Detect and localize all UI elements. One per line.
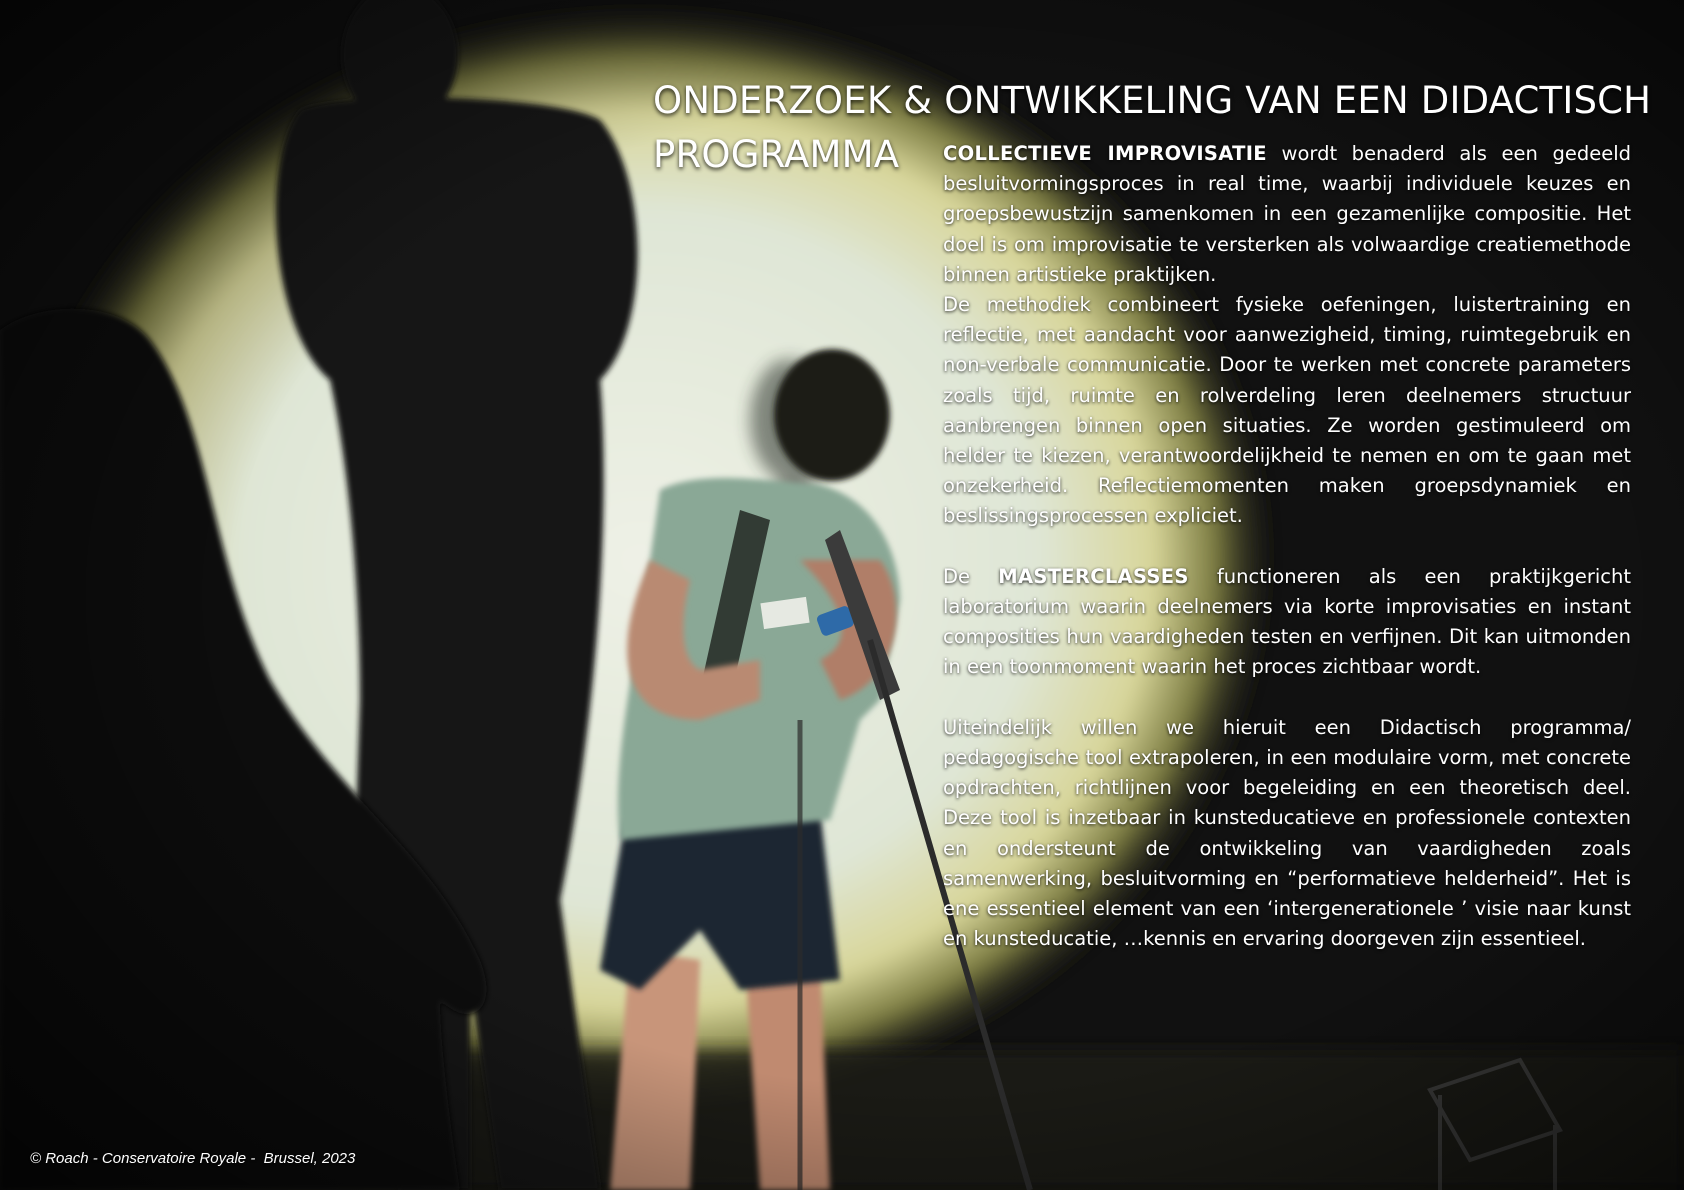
paragraph-1-text: wordt benaderd als een gedeeld besluitvormingsproces in real time, waarbij individuele keuzes en groepsbewustzijn samenkomen in een gezamenlijke compositie. Het doel is om improvisatie te versterken als volwaardige creatiemethode binnen artistieke praktijken. — [943, 142, 1632, 286]
keyword-masterclasses: MASTERCLASSES — [998, 564, 1189, 588]
paragraph-3-text: functioneren als een praktijkgericht laboratorium waarin deelnemers via korte improvisaties en instant composities hun vaardigheden testen en verfijnen. Dit kan uitmonden in een toonmoment waarin het proces zichtbaar wordt. — [943, 564, 1631, 679]
paragraph-3-pre: De — [943, 564, 999, 588]
paragraph-collectieve-improvisatie — [943, 139, 1631, 290]
paragraph-masterclasses — [943, 562, 1631, 683]
paragraph-didactisch-programma: Uiteindelijk willen we hieruit een Didactisch programma/ pedagogische tool extrapoleren, in een modulaire vorm, met concrete opdrachten, richtlijnen voor begeleiding en een theoretisch deel. Deze tool is inzetbaar in kunsteducatieve en professionele contexten en ondersteunt de ontwikkeling van vaardigheden zoals samenwerking, besluitvorming en “performatieve helderheid”. Het is ene essentieel element van een ‘intergenerationele ’ visie naar kunst en kunsteducatie, …kennis en ervaring doorgeven zijn essentieel. — [943, 715, 1631, 951]
title-line-2: PROGRAMMA — [653, 133, 900, 176]
body-text — [943, 139, 1631, 954]
keyword-collectieve-improvisatie: COLLECTIEVE IMPROVISATIE — [943, 142, 1267, 165]
title-line-1: ONDERZOEK & ONTWIKKELING VAN EEN DIDACTISCH — [653, 79, 1652, 122]
paragraph-methodiek: De methodiek combineert fysieke oefeningen, luistertraining en reflectie, met aandacht voor aanwezigheid, timing, ruimtegebruik en non-verbale communicatie. Door te werken met concrete parameters zoals tijd, ruimte en rolverdeling leren deelnemers structuur aanbrengen binnen open situaties. Ze worden gestimuleerd om helder te kiezen, verantwoordelijkheid te nemen en om te gaan met onzekerheid. Reflectiemomenten maken groepsdynamiek en beslissingsprocessen expliciet. — [943, 293, 1631, 528]
photo-credit: © Roach - Conservatoire Royale - Brussel, 2023 — [30, 1150, 356, 1167]
